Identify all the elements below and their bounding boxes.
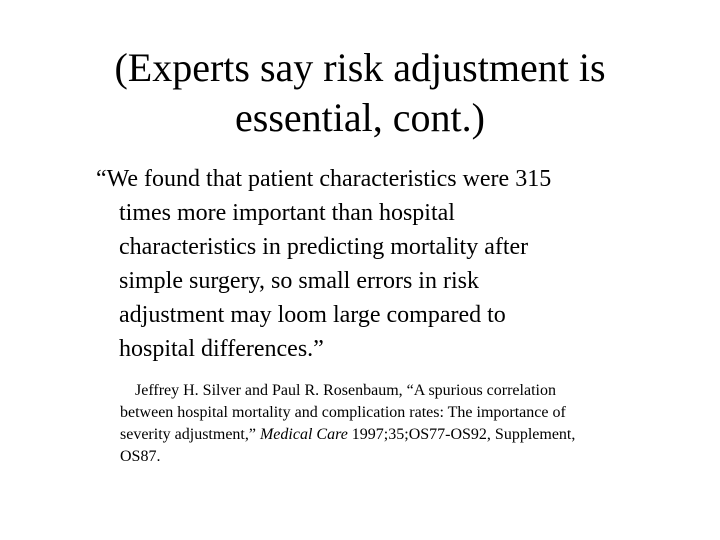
- citation-line-3-post: 1997;35;OS77-OS92, Supplement,: [347, 426, 576, 443]
- quote-line-2: times more important than hospital: [119, 200, 455, 226]
- quote-line-5: adjustment may loom large compared to: [119, 302, 506, 328]
- citation-line-4: OS87.: [120, 448, 161, 465]
- citation-journal-name: Medical Care: [259, 426, 348, 443]
- slide-title: [36, 43, 684, 143]
- citation: [120, 380, 680, 468]
- quote-line-4: simple surgery, so small errors in risk: [119, 268, 479, 294]
- quote-line-6: hospital differences.”: [119, 336, 324, 362]
- citation-line-3-pre: severity adjustment,”: [120, 426, 260, 443]
- quote-text: [96, 162, 676, 366]
- citation-line-2: between hospital mortality and complication rates: The importance of: [120, 404, 566, 421]
- citation-line-3: [120, 424, 680, 446]
- citation-line-1: Jeffrey H. Silver and Paul R. Rosenbaum, “A spurious correlation: [135, 382, 556, 399]
- quote-line-3: characteristics in predicting mortality after: [119, 234, 529, 260]
- quote-line-1: “We found that patient characteristics were 315: [96, 166, 552, 192]
- slide-title-line-1: (Experts say risk adjustment is: [114, 45, 606, 90]
- slide-title-line-2: essential, cont.): [235, 95, 485, 140]
